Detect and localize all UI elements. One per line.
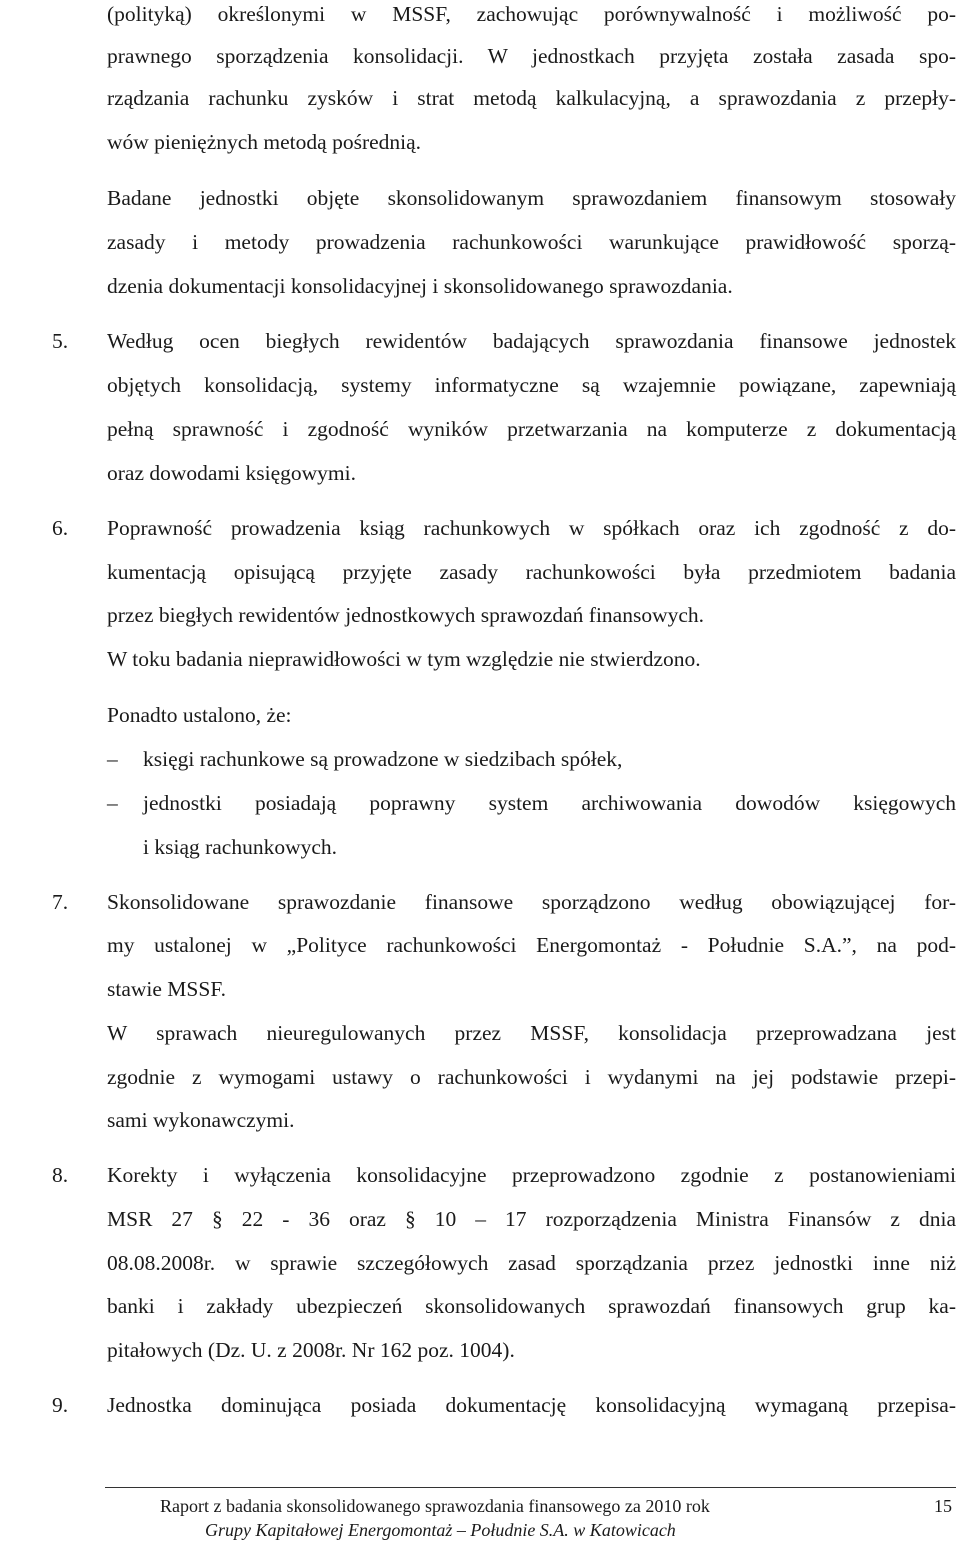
bullet-dash: –	[107, 747, 118, 771]
paragraph-line: objętych konsolidacją, systemy informatyczne są wzajemnie powiązane, zapewniają	[107, 373, 956, 397]
paragraph-line: W toku badania nieprawidłowości w tym względzie nie stwierdzono.	[107, 647, 701, 671]
bullet-text: i ksiąg rachunkowych.	[143, 835, 338, 859]
item-number: 8.	[52, 1163, 69, 1187]
paragraph-line: oraz dowodami księgowymi.	[107, 461, 356, 485]
page-number: 15	[934, 1496, 952, 1516]
paragraph-line: Skonsolidowane sprawozdanie finansowe sporządzono według obowiązującej for-	[107, 890, 956, 914]
footer-report-title: Raport z badania skonsolidowanego sprawozdania finansowego za 2010 rok	[160, 1496, 710, 1516]
paragraph-line: my ustalonej w „Polityce rachunkowości Energomontaż - Południe S.A.”, na pod-	[107, 933, 956, 957]
paragraph-line: Jednostka dominująca posiada dokumentację konsolidacyjną wymaganą przepisa-	[107, 1393, 956, 1417]
paragraph-line: banki i zakłady ubezpieczeń skonsolidowanych sprawozdań finansowych grup ka-	[107, 1294, 956, 1318]
paragraph-line: (polityką) określonymi w MSSF, zachowując porównywalność i możliwość po-	[107, 2, 956, 26]
paragraph-line: kumentacją opisującą przyjęte zasady rachunkowości była przedmiotem badania	[107, 560, 956, 584]
item-number: 5.	[52, 329, 69, 353]
item-number: 6.	[52, 516, 69, 540]
paragraph-line: Poprawność prowadzenia ksiąg rachunkowych w spółkach oraz ich zgodność z do-	[107, 516, 956, 540]
paragraph-line: pełną sprawność i zgodność wyników przetwarzania na komputerze z dokumentacją	[107, 417, 956, 441]
paragraph-line: prawnego sporządzenia konsolidacji. W jednostkach przyjęta została zasada spo-	[107, 44, 956, 68]
paragraph-line: wów pieniężnych metodą pośrednią.	[107, 130, 422, 154]
footer-rule	[105, 1487, 956, 1488]
paragraph-line: MSR 27 § 22 - 36 oraz § 10 – 17 rozporządzenia Ministra Finansów z dnia	[107, 1207, 956, 1231]
paragraph-line: pitałowych (Dz. U. z 2008r. Nr 162 poz. 1004).	[107, 1338, 515, 1362]
paragraph-line: rządzania rachunku zysków i strat metodą kalkulacyjną, a sprawozdania z przepły-	[107, 86, 956, 110]
paragraph-line: sami wykonawczymi.	[107, 1108, 295, 1132]
paragraph-line: Badane jednostki objęte skonsolidowanym sprawozdaniem finansowym stosowały	[107, 186, 956, 210]
bullet-dash: –	[107, 791, 118, 815]
paragraph-line: Korekty i wyłączenia konsolidacyjne przeprowadzono zgodnie z postanowieniami	[107, 1163, 956, 1187]
paragraph-line: zgodnie z wymogami ustawy o rachunkowości i wydanymi na jej podstawie przepi-	[107, 1065, 956, 1089]
footer-company: Grupy Kapitałowej Energomontaż – Południe S.A. w Katowicach	[205, 1520, 676, 1540]
paragraph-line: dzenia dokumentacji konsolidacyjnej i skonsolidowanego sprawozdania.	[107, 274, 733, 298]
item-number: 9.	[52, 1393, 69, 1417]
bullet-text: księgi rachunkowe są prowadzone w siedzibach spółek,	[143, 747, 623, 771]
paragraph-line: przez biegłych rewidentów jednostkowych sprawozdań finansowych.	[107, 603, 705, 627]
paragraph-line: zasady i metody prowadzenia rachunkowości warunkujące prawidłowość sporzą-	[107, 230, 956, 254]
paragraph-line: W sprawach nieuregulowanych przez MSSF, konsolidacja przeprowadzana jest	[107, 1021, 956, 1045]
paragraph-line: 08.08.2008r. w sprawie szczegółowych zasad sporządzania przez jednostki inne niż	[107, 1251, 956, 1275]
item-number: 7.	[52, 890, 69, 914]
paragraph-line: Ponadto ustalono, że:	[107, 703, 292, 727]
bullet-text: jednostki posiadają poprawny system archiwowania dowodów księgowych	[143, 791, 956, 815]
paragraph-line: Według ocen biegłych rewidentów badających sprawozdania finansowe jednostek	[107, 329, 956, 353]
paragraph-line: stawie MSSF.	[107, 977, 226, 1001]
